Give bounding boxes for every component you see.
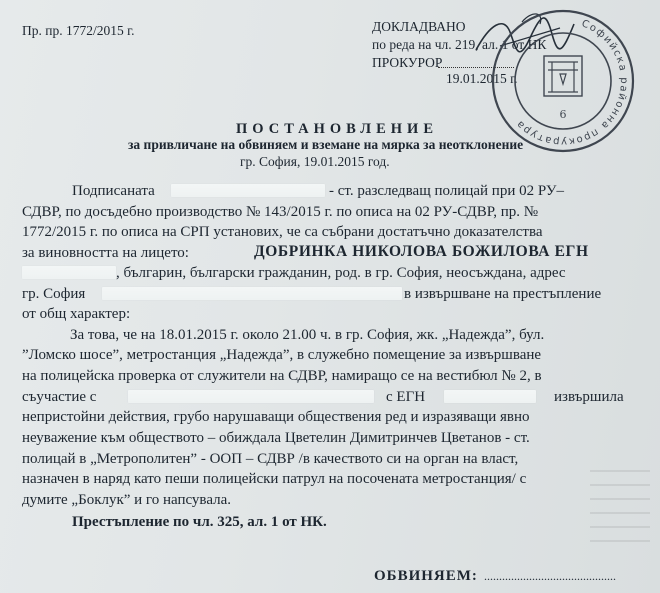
prosecutor-date: 19.01.2015 г.: [446, 71, 518, 86]
accused-signature-label: ОБВИНЯЕМ:: [374, 568, 478, 584]
document-title: ПОСТАНОВЛЕНИЕ: [236, 121, 439, 137]
body-line: назначен в наряд като пеши полицейски патрул на посочената метростанция/ с: [22, 471, 527, 487]
body-line: полицай в „Метрополитен” - ООП – СДВР /в качеството си на орган на власт,: [22, 451, 519, 467]
redacted-name: [171, 184, 325, 197]
document-subtitle: за привличане на обвиняем и вземане на мярка за неотклонение: [128, 137, 524, 152]
body-line: в извършване на престъпление: [404, 286, 602, 302]
redacted-address: [102, 287, 402, 300]
order-line: по реда на чл. 219, ал. 1 от НК: [372, 37, 547, 52]
body-line: 1772/2015 г. по описа на СРП установих, че са събрани достатъчно доказателства: [22, 224, 543, 240]
redacted-accomplice-egn: [444, 390, 536, 403]
body-line: съучастие с: [22, 389, 97, 405]
body-line: ”Ломско шосе”, метростанция „Надежда”, в служебно помещение за извършване: [22, 347, 542, 363]
body-line: гр. София: [22, 286, 86, 302]
paper-bleed-through: [590, 470, 650, 550]
body-line: на полицейска проверка от служители на СДВР, намиращо се на вестибюл № 2, в: [22, 368, 542, 384]
redacted-accomplice-name: [128, 390, 374, 403]
body-line: с ЕГН: [386, 389, 426, 405]
body-line: непристойни действия, грубо нарушаващи обществения ред и изразяващи явно: [22, 409, 530, 425]
stamp-number: 6: [559, 108, 567, 121]
body-line: неуважение към обществото – обиждала Цветелин Димитринчев Цветанов - ст.: [22, 430, 530, 446]
reported-label: ДОКЛАДВАНО: [372, 19, 466, 34]
body-line: думите „Боклук” и го напсувала.: [22, 492, 232, 508]
accused-name: ДОБРИНКА НИКОЛОВА БОЖИЛОВА ЕГН: [254, 243, 589, 260]
case-reference: Пр. пр. 1772/2015 г.: [22, 23, 135, 38]
body-line: Подписаната: [72, 183, 155, 199]
redacted-egn: [22, 266, 116, 279]
body-line: извършила: [554, 389, 624, 405]
body-line: за виновността на лицето:: [22, 245, 189, 261]
prosecutor-label: ПРОКУРОР: [372, 55, 443, 70]
body-line: - ст. разследващ полицай при 02 РУ–: [329, 183, 564, 199]
body-line: , българин, български гражданин, род. в гр. София, неосъждана, адрес: [116, 265, 566, 281]
body-line: СДВР, по досъдебно производство № 143/2015 г. по описа на 02 РУ-СДВР, пр. №: [22, 204, 539, 220]
crime-article: Престъпление по чл. 325, ал. 1 от НК.: [72, 514, 327, 530]
accused-signature-dots: ............................................: [484, 569, 616, 583]
body-line: от общ характер:: [22, 306, 131, 322]
body-line: За това, че на 18.01.2015 г. около 21.00 ч. в гр. София, жк. „Надежда”, бул.: [70, 327, 545, 343]
stamp-ring-text: Софийска районна прокуратура: [513, 18, 630, 148]
place-and-date: гр. София, 19.01.2015 год.: [240, 154, 390, 169]
prosecutor-office-stamp: [488, 6, 638, 156]
